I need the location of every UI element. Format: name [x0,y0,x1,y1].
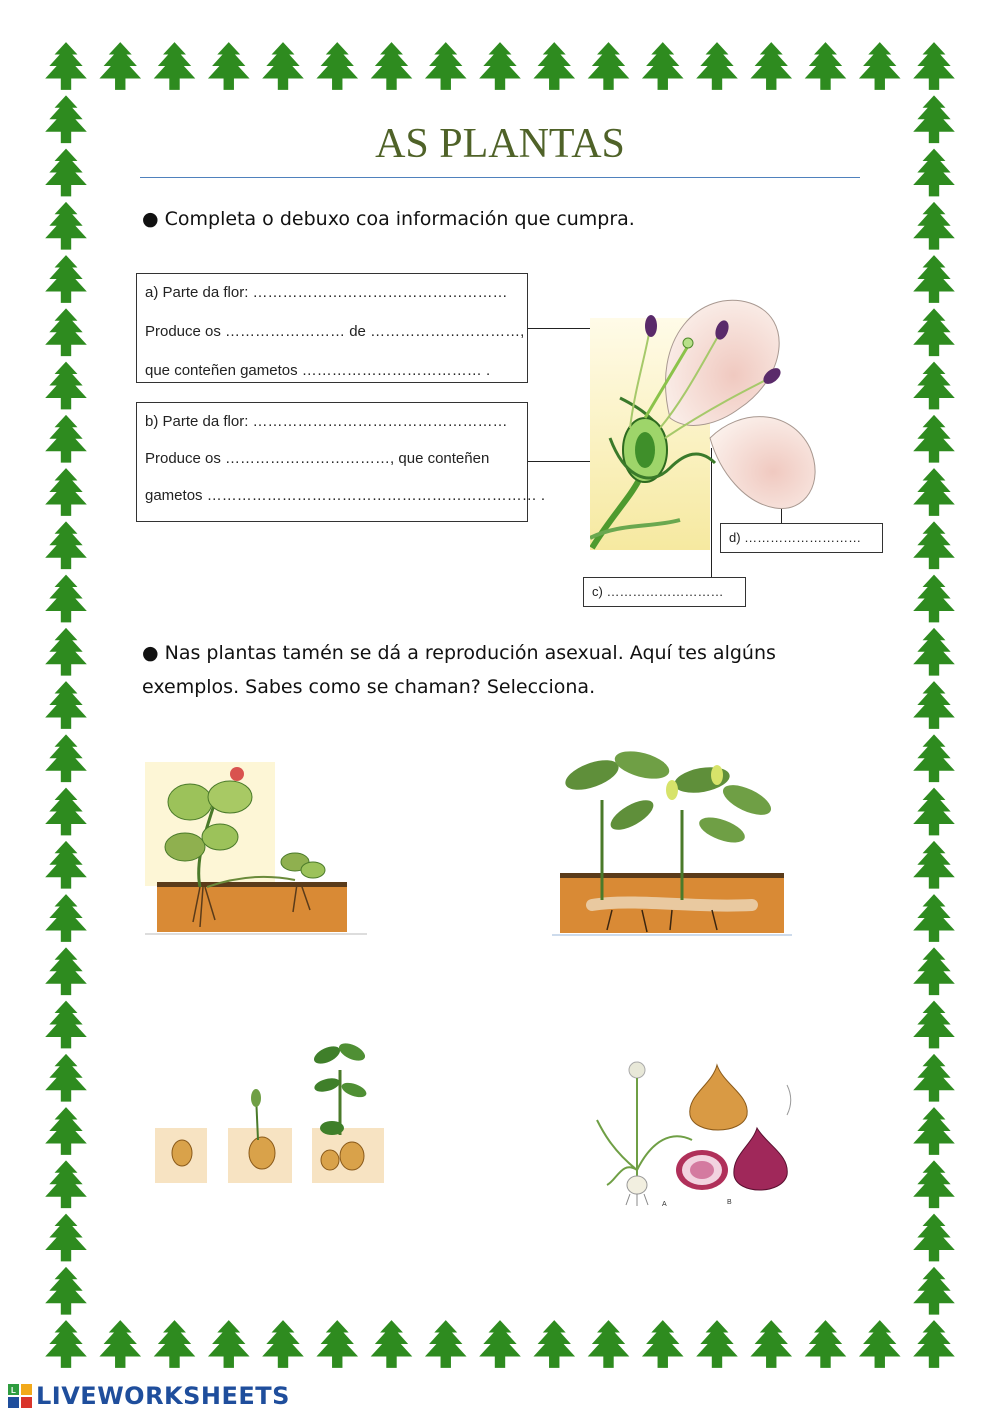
tree-icon [45,1214,87,1262]
liveworksheets-footer [8,1381,290,1411]
flower-part-box-a [136,273,528,383]
flower-diagram [590,298,825,550]
potato-tuber-illustration[interactable] [152,1040,387,1185]
strawberry-stolon-illustration[interactable] [145,762,370,937]
tree-icon [45,894,87,942]
tree-icon [913,1320,955,1368]
tree-icon [208,42,250,90]
tree-icon [913,1214,955,1262]
tree-icon [45,1001,87,1049]
tree-icon [696,42,738,90]
flower-part-box-b [136,402,546,522]
tree-icon [913,415,955,463]
tree-icon [642,1320,684,1368]
tree-icon [913,1001,955,1049]
tree-icon [859,1320,901,1368]
tree-icon [316,1320,358,1368]
tree-icon [45,1320,87,1368]
logo-letter-l: L [11,1386,16,1395]
tree-icon [913,1267,955,1315]
tree-icon [913,894,955,942]
tree-icon [913,628,955,676]
tree-icon [913,1107,955,1155]
tree-icon [425,42,467,90]
tree-icon [642,42,684,90]
tree-icon [913,521,955,569]
tree-icon [45,362,87,410]
tree-icon [45,1160,87,1208]
tree-icon [45,42,87,90]
tree-icon [371,1320,413,1368]
tree-icon [45,734,87,782]
tree-icon [208,1320,250,1368]
instruction-asexual-2: exemplos. Sabes como se chaman? Selecciona. [142,676,596,698]
box-a-line-3[interactable]: que conteñen gametos ……………………………… . [145,362,491,379]
tree-icon [913,255,955,303]
tree-icon [696,1320,738,1368]
tree-icon [262,42,304,90]
label-c-field[interactable]: c) ……………………… [583,577,746,607]
liveworksheets-logo-icon [8,1384,32,1408]
tree-icon [913,468,955,516]
tree-icon [913,202,955,250]
tree-icon [45,841,87,889]
tree-icon [99,1320,141,1368]
instruction-complete-drawing: ● Completa o debuxo coa información que cumpra. [142,208,635,230]
tree-icon [45,575,87,623]
tree-icon [913,947,955,995]
tree-icon [913,308,955,356]
tree-icon [262,1320,304,1368]
tree-icon [588,1320,630,1368]
tree-icon [913,734,955,782]
tree-icon [45,202,87,250]
label-d-field[interactable]: d) ……………………… [720,523,883,553]
svg-text:B: B [727,1199,732,1206]
tree-icon [45,415,87,463]
tree-icon [805,1320,847,1368]
tree-icon [45,681,87,729]
svg-text:A: A [662,1201,667,1208]
tree-icon [913,681,955,729]
onion-bulb-illustration[interactable] [592,1060,794,1208]
tree-icon [479,1320,521,1368]
tree-icon [316,42,358,90]
tree-icon [913,841,955,889]
tree-icon [45,308,87,356]
tree-icon [45,628,87,676]
tree-icon [750,42,792,90]
tree-icon [859,42,901,90]
tree-icon [45,1267,87,1315]
tree-icon [371,42,413,90]
page-title: AS PLANTAS [375,121,625,167]
tree-icon [913,1160,955,1208]
tree-icon [533,1320,575,1368]
tree-icon [45,468,87,516]
tree-icon [533,42,575,90]
tree-icon [45,521,87,569]
tree-icon [913,42,955,90]
tree-icon [750,1320,792,1368]
box-a-line-2[interactable]: Produce os …………………… de …………………………, [145,323,525,340]
instruction-asexual-1: ● Nas plantas tamén se dá a reprodución asexual. Aquí tes algúns [142,642,776,664]
tree-icon [99,42,141,90]
tree-icon [913,788,955,836]
box-b-line-2[interactable]: Produce os ……………………………, que conteñen [145,450,490,467]
tree-icon [913,575,955,623]
tree-icon [45,255,87,303]
tree-icon [45,1107,87,1155]
tree-icon [913,1054,955,1102]
box-a-line-1[interactable]: a) Parte da flor: …………………………………………… [145,284,508,301]
tree-icon [913,362,955,410]
liveworksheets-brand[interactable]: LIVEWORKSHEETS [36,1382,290,1410]
box-b-line-3[interactable]: gametos ………………………………………………………… . [145,487,546,504]
box-b-line-1[interactable]: b) Parte da flor: …………………………………………… [145,413,508,430]
tree-icon [479,42,521,90]
tree-icon [425,1320,467,1368]
tree-icon [45,947,87,995]
tree-icon [154,42,196,90]
title-divider [140,177,860,178]
tree-icon [805,42,847,90]
tree-icon [588,42,630,90]
tree-icon [45,1054,87,1102]
tree-icon [154,1320,196,1368]
rhizome-illustration[interactable] [552,740,792,938]
tree-icon [45,788,87,836]
